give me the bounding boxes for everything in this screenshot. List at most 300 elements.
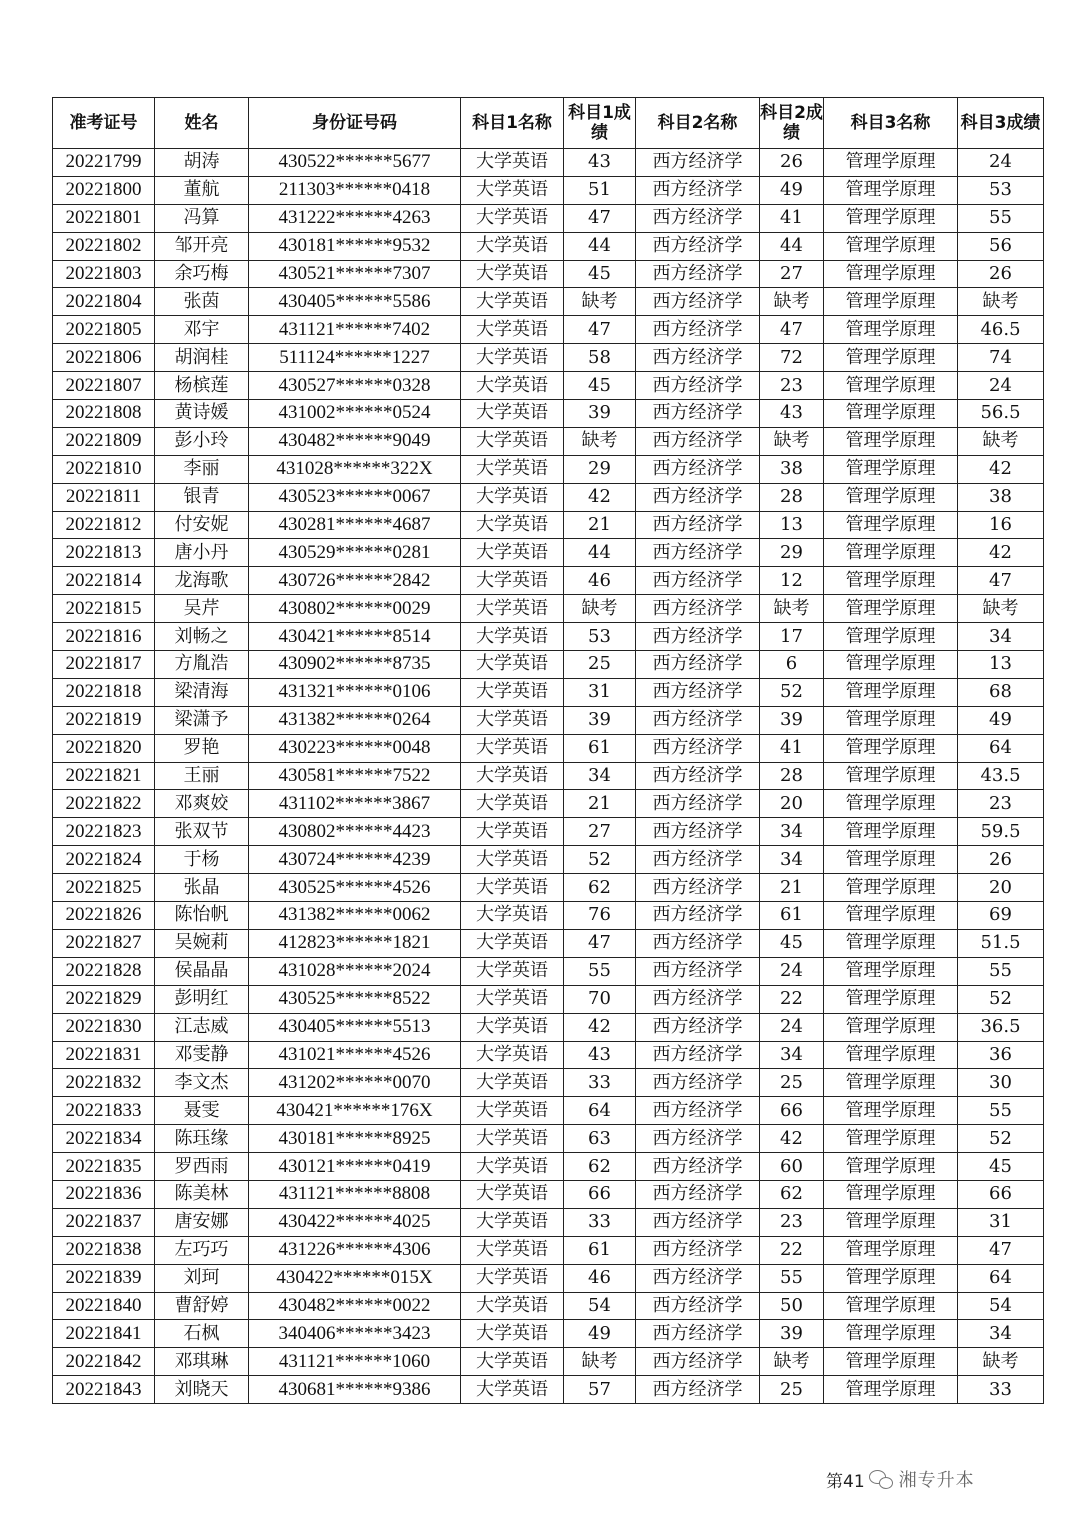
cell-subject2-name: 西方经济学 [636, 1376, 760, 1404]
cell-subject1-score: 70 [564, 985, 636, 1013]
cell-exam-id: 20221826 [53, 902, 155, 930]
cell-subject2-name: 西方经济学 [636, 260, 760, 288]
cell-name: 唐安娜 [155, 1208, 249, 1236]
cell-subject1-name: 大学英语 [461, 1292, 564, 1320]
cell-subject1-name: 大学英语 [461, 790, 564, 818]
cell-name: 侯晶晶 [155, 957, 249, 985]
cell-subject2-name: 西方经济学 [636, 288, 760, 316]
cell-subject1-score: 21 [564, 511, 636, 539]
cell-subject1-name: 大学英语 [461, 344, 564, 372]
cell-exam-id: 20221803 [53, 260, 155, 288]
cell-subject3-score: 31 [958, 1208, 1044, 1236]
table-row [53, 344, 1044, 372]
cell-subject2-score: 23 [760, 372, 824, 400]
cell-subject2-name: 西方经济学 [636, 595, 760, 623]
cell-subject2-score: 72 [760, 344, 824, 372]
cell-exam-id: 20221807 [53, 372, 155, 400]
header-name: 姓名 [155, 98, 249, 149]
cell-subject2-name: 西方经济学 [636, 790, 760, 818]
cell-subject3-score: 74 [958, 344, 1044, 372]
cell-id-number: 431382******0062 [249, 902, 461, 930]
cell-subject3-name: 管理学原理 [824, 902, 958, 930]
cell-name: 陈珏缘 [155, 1125, 249, 1153]
cell-subject2-name: 西方经济学 [636, 344, 760, 372]
cell-subject1-name: 大学英语 [461, 1013, 564, 1041]
cell-exam-id: 20221827 [53, 929, 155, 957]
cell-subject3-score: 46.5 [958, 316, 1044, 344]
cell-subject3-name: 管理学原理 [824, 372, 958, 400]
cell-id-number: 430726******2842 [249, 567, 461, 595]
table-row [53, 623, 1044, 651]
cell-subject2-score: 34 [760, 1041, 824, 1069]
cell-subject2-score: 24 [760, 1013, 824, 1041]
cell-id-number: 340406******3423 [249, 1320, 461, 1348]
cell-subject1-name: 大学英语 [461, 204, 564, 232]
cell-subject1-name: 大学英语 [461, 567, 564, 595]
cell-name: 吴芹 [155, 595, 249, 623]
cell-subject3-score: 64 [958, 734, 1044, 762]
cell-id-number: 430482******9049 [249, 427, 461, 455]
cell-exam-id: 20221814 [53, 567, 155, 595]
cell-subject2-name: 西方经济学 [636, 985, 760, 1013]
cell-subject3-score: 24 [958, 149, 1044, 177]
cell-exam-id: 20221832 [53, 1069, 155, 1097]
cell-subject2-score: 66 [760, 1097, 824, 1125]
cell-exam-id: 20221817 [53, 651, 155, 679]
cell-name: 梁潇予 [155, 706, 249, 734]
table-row [53, 929, 1044, 957]
cell-id-number: 430525******8522 [249, 985, 461, 1013]
cell-subject2-score: 60 [760, 1153, 824, 1181]
cell-subject1-score: 62 [564, 874, 636, 902]
cell-subject1-name: 大学英语 [461, 1153, 564, 1181]
cell-exam-id: 20221838 [53, 1236, 155, 1264]
cell-id-number: 431121******7402 [249, 316, 461, 344]
table-row [53, 874, 1044, 902]
cell-subject1-name: 大学英语 [461, 1236, 564, 1264]
cell-exam-id: 20221801 [53, 204, 155, 232]
cell-subject2-name: 西方经济学 [636, 1292, 760, 1320]
cell-exam-id: 20221819 [53, 706, 155, 734]
cell-subject1-score: 33 [564, 1208, 636, 1236]
cell-name: 冯算 [155, 204, 249, 232]
cell-subject3-score: 36.5 [958, 1013, 1044, 1041]
cell-exam-id: 20221841 [53, 1320, 155, 1348]
cell-subject3-name: 管理学原理 [824, 149, 958, 177]
cell-exam-id: 20221840 [53, 1292, 155, 1320]
cell-exam-id: 20221833 [53, 1097, 155, 1125]
cell-subject3-score: 52 [958, 1125, 1044, 1153]
cell-subject2-name: 西方经济学 [636, 1125, 760, 1153]
cell-subject2-name: 西方经济学 [636, 567, 760, 595]
cell-subject1-name: 大学英语 [461, 176, 564, 204]
cell-subject3-score: 55 [958, 957, 1044, 985]
cell-name: 胡润桂 [155, 344, 249, 372]
cell-subject1-score: 29 [564, 455, 636, 483]
cell-subject1-score: 44 [564, 232, 636, 260]
cell-name: 唐小丹 [155, 539, 249, 567]
cell-id-number: 430421******176X [249, 1097, 461, 1125]
cell-name: 刘晓天 [155, 1376, 249, 1404]
cell-id-number: 430724******4239 [249, 846, 461, 874]
cell-subject1-score: 51 [564, 176, 636, 204]
cell-id-number: 431002******0524 [249, 400, 461, 428]
cell-subject1-score: 64 [564, 1097, 636, 1125]
cell-name: 胡涛 [155, 149, 249, 177]
cell-subject3-name: 管理学原理 [824, 651, 958, 679]
cell-id-number: 431382******0264 [249, 706, 461, 734]
table-row [53, 1180, 1044, 1208]
cell-subject3-name: 管理学原理 [824, 1208, 958, 1236]
cell-subject3-score: 26 [958, 260, 1044, 288]
cell-subject3-name: 管理学原理 [824, 427, 958, 455]
cell-subject1-name: 大学英语 [461, 316, 564, 344]
cell-subject2-score: 21 [760, 874, 824, 902]
table-row [53, 483, 1044, 511]
cell-subject2-name: 西方经济学 [636, 204, 760, 232]
cell-exam-id: 20221834 [53, 1125, 155, 1153]
cell-exam-id: 20221811 [53, 483, 155, 511]
cell-exam-id: 20221842 [53, 1348, 155, 1376]
cell-name: 龙海歌 [155, 567, 249, 595]
cell-name: 聂雯 [155, 1097, 249, 1125]
cell-subject3-name: 管理学原理 [824, 1376, 958, 1404]
cell-subject1-name: 大学英语 [461, 874, 564, 902]
cell-exam-id: 20221837 [53, 1208, 155, 1236]
cell-id-number: 430802******4423 [249, 818, 461, 846]
cell-id-number: 431121******8808 [249, 1180, 461, 1208]
cell-id-number: 430405******5513 [249, 1013, 461, 1041]
cell-subject2-name: 西方经济学 [636, 1320, 760, 1348]
cell-subject2-score: 44 [760, 232, 824, 260]
table-row [53, 455, 1044, 483]
cell-subject1-name: 大学英语 [461, 400, 564, 428]
cell-subject2-name: 西方经济学 [636, 957, 760, 985]
table-row [53, 204, 1044, 232]
table-row [53, 316, 1044, 344]
cell-subject3-name: 管理学原理 [824, 344, 958, 372]
cell-subject3-name: 管理学原理 [824, 790, 958, 818]
cell-subject1-score: 25 [564, 651, 636, 679]
cell-exam-id: 20221816 [53, 623, 155, 651]
cell-exam-id: 20221812 [53, 511, 155, 539]
cell-subject1-name: 大学英语 [461, 902, 564, 930]
table-row [53, 957, 1044, 985]
cell-subject3-name: 管理学原理 [824, 539, 958, 567]
cell-subject3-name: 管理学原理 [824, 985, 958, 1013]
cell-subject3-score: 49 [958, 706, 1044, 734]
cell-subject2-name: 西方经济学 [636, 874, 760, 902]
cell-subject2-score: 缺考 [760, 595, 824, 623]
cell-subject2-name: 西方经济学 [636, 846, 760, 874]
cell-subject3-name: 管理学原理 [824, 1264, 958, 1292]
cell-name: 王丽 [155, 762, 249, 790]
cell-exam-id: 20221809 [53, 427, 155, 455]
cell-exam-id: 20221836 [53, 1180, 155, 1208]
table-row [53, 372, 1044, 400]
cell-name: 吴婉莉 [155, 929, 249, 957]
cell-subject1-score: 27 [564, 818, 636, 846]
cell-subject3-name: 管理学原理 [824, 1125, 958, 1153]
header-subject2-name: 科目2名称 [636, 98, 760, 149]
cell-subject2-score: 61 [760, 902, 824, 930]
cell-exam-id: 20221808 [53, 400, 155, 428]
cell-subject3-name: 管理学原理 [824, 567, 958, 595]
table-row [53, 1320, 1044, 1348]
header-subject1-score: 科目1成绩 [564, 98, 636, 149]
cell-subject2-score: 45 [760, 929, 824, 957]
cell-exam-id: 20221815 [53, 595, 155, 623]
cell-subject2-name: 西方经济学 [636, 511, 760, 539]
cell-subject1-name: 大学英语 [461, 1069, 564, 1097]
cell-subject1-score: 62 [564, 1153, 636, 1181]
cell-name: 杨槟莲 [155, 372, 249, 400]
cell-subject1-score: 49 [564, 1320, 636, 1348]
header-subject1-name: 科目1名称 [461, 98, 564, 149]
cell-subject3-name: 管理学原理 [824, 1153, 958, 1181]
cell-exam-id: 20221802 [53, 232, 155, 260]
cell-subject1-name: 大学英语 [461, 427, 564, 455]
cell-subject1-name: 大学英语 [461, 288, 564, 316]
cell-id-number: 430281******4687 [249, 511, 461, 539]
cell-subject1-name: 大学英语 [461, 1041, 564, 1069]
cell-subject2-score: 缺考 [760, 427, 824, 455]
cell-subject3-name: 管理学原理 [824, 1348, 958, 1376]
cell-subject1-name: 大学英语 [461, 595, 564, 623]
cell-subject2-score: 41 [760, 204, 824, 232]
cell-subject1-score: 52 [564, 846, 636, 874]
cell-subject3-score: 43.5 [958, 762, 1044, 790]
cell-subject1-score: 39 [564, 400, 636, 428]
table-row [53, 1348, 1044, 1376]
cell-subject1-score: 34 [564, 762, 636, 790]
cell-subject2-name: 西方经济学 [636, 372, 760, 400]
cell-name: 彭小玲 [155, 427, 249, 455]
table-row [53, 790, 1044, 818]
header-row [53, 98, 1044, 149]
cell-name: 左巧巧 [155, 1236, 249, 1264]
cell-subject3-score: 56 [958, 232, 1044, 260]
cell-subject2-score: 43 [760, 400, 824, 428]
cell-subject3-name: 管理学原理 [824, 762, 958, 790]
cell-subject3-name: 管理学原理 [824, 511, 958, 539]
cell-subject1-name: 大学英语 [461, 1264, 564, 1292]
cell-name: 罗西雨 [155, 1153, 249, 1181]
cell-subject3-name: 管理学原理 [824, 400, 958, 428]
cell-subject3-name: 管理学原理 [824, 232, 958, 260]
cell-name: 江志威 [155, 1013, 249, 1041]
cell-exam-id: 20221806 [53, 344, 155, 372]
cell-subject1-score: 47 [564, 929, 636, 957]
table-row [53, 1236, 1044, 1264]
table-row [53, 1125, 1044, 1153]
cell-exam-id: 20221828 [53, 957, 155, 985]
cell-subject2-score: 34 [760, 818, 824, 846]
cell-subject3-name: 管理学原理 [824, 260, 958, 288]
cell-id-number: 430522******5677 [249, 149, 461, 177]
cell-subject3-name: 管理学原理 [824, 1013, 958, 1041]
cell-id-number: 511124******1227 [249, 344, 461, 372]
cell-subject3-score: 54 [958, 1292, 1044, 1320]
cell-subject3-score: 34 [958, 623, 1044, 651]
cell-exam-id: 20221822 [53, 790, 155, 818]
cell-exam-id: 20221823 [53, 818, 155, 846]
cell-id-number: 431121******1060 [249, 1348, 461, 1376]
cell-name: 李文杰 [155, 1069, 249, 1097]
cell-subject2-score: 20 [760, 790, 824, 818]
cell-subject1-score: 31 [564, 678, 636, 706]
cell-subject3-score: 30 [958, 1069, 1044, 1097]
header-exam-id: 准考证号 [53, 98, 155, 149]
cell-subject3-score: 52 [958, 985, 1044, 1013]
table-row [53, 762, 1044, 790]
cell-exam-id: 20221829 [53, 985, 155, 1013]
cell-subject1-score: 61 [564, 734, 636, 762]
cell-subject3-score: 42 [958, 539, 1044, 567]
cell-subject1-name: 大学英语 [461, 483, 564, 511]
cell-subject3-score: 55 [958, 1097, 1044, 1125]
cell-subject2-name: 西方经济学 [636, 232, 760, 260]
table-row [53, 539, 1044, 567]
cell-exam-id: 20221824 [53, 846, 155, 874]
cell-id-number: 431202******0070 [249, 1069, 461, 1097]
cell-subject2-score: 41 [760, 734, 824, 762]
cell-subject3-name: 管理学原理 [824, 1069, 958, 1097]
cell-name: 邓宇 [155, 316, 249, 344]
table-row [53, 1292, 1044, 1320]
cell-subject3-score: 69 [958, 902, 1044, 930]
cell-subject3-name: 管理学原理 [824, 455, 958, 483]
cell-subject3-score: 33 [958, 1376, 1044, 1404]
cell-subject2-name: 西方经济学 [636, 706, 760, 734]
cell-subject2-name: 西方经济学 [636, 1236, 760, 1264]
cell-name: 银青 [155, 483, 249, 511]
cell-subject2-score: 39 [760, 1320, 824, 1348]
cell-subject1-name: 大学英语 [461, 985, 564, 1013]
score-table [52, 97, 1044, 1404]
cell-name: 方胤浩 [155, 651, 249, 679]
cell-subject2-name: 西方经济学 [636, 149, 760, 177]
cell-name: 邓雯静 [155, 1041, 249, 1069]
table-row [53, 149, 1044, 177]
cell-exam-id: 20221804 [53, 288, 155, 316]
cell-subject1-score: 61 [564, 1236, 636, 1264]
cell-id-number: 430527******0328 [249, 372, 461, 400]
cell-subject1-name: 大学英语 [461, 1376, 564, 1404]
watermark: 湘专升本 [898, 1470, 975, 1491]
cell-name: 陈怡帆 [155, 902, 249, 930]
cell-subject1-score: 54 [564, 1292, 636, 1320]
cell-subject3-score: 38 [958, 483, 1044, 511]
cell-subject1-name: 大学英语 [461, 846, 564, 874]
table-row [53, 595, 1044, 623]
cell-subject3-name: 管理学原理 [824, 1236, 958, 1264]
cell-subject3-name: 管理学原理 [824, 1320, 958, 1348]
cell-id-number: 431102******3867 [249, 790, 461, 818]
table-row [53, 706, 1044, 734]
table-row [53, 1264, 1044, 1292]
cell-subject1-score: 42 [564, 1013, 636, 1041]
cell-subject2-score: 38 [760, 455, 824, 483]
table-row [53, 902, 1044, 930]
cell-subject3-name: 管理学原理 [824, 734, 958, 762]
cell-name: 刘珂 [155, 1264, 249, 1292]
cell-subject1-score: 57 [564, 1376, 636, 1404]
cell-subject3-score: 16 [958, 511, 1044, 539]
cell-id-number: 430422******4025 [249, 1208, 461, 1236]
table-row [53, 734, 1044, 762]
cell-subject3-score: 64 [958, 1264, 1044, 1292]
cell-name: 董航 [155, 176, 249, 204]
cell-subject1-score: 46 [564, 567, 636, 595]
cell-subject2-score: 25 [760, 1376, 824, 1404]
cell-exam-id: 20221825 [53, 874, 155, 902]
cell-subject1-score: 46 [564, 1264, 636, 1292]
cell-subject2-name: 西方经济学 [636, 762, 760, 790]
cell-id-number: 431028******322X [249, 455, 461, 483]
cell-subject1-name: 大学英语 [461, 149, 564, 177]
cell-name: 张晶 [155, 874, 249, 902]
cell-exam-id: 20221821 [53, 762, 155, 790]
cell-name: 黄诗媛 [155, 400, 249, 428]
cell-subject2-score: 34 [760, 846, 824, 874]
cell-subject3-score: 66 [958, 1180, 1044, 1208]
cell-name: 曹舒婷 [155, 1292, 249, 1320]
cell-subject2-name: 西方经济学 [636, 1208, 760, 1236]
cell-subject2-score: 39 [760, 706, 824, 734]
cell-subject1-name: 大学英语 [461, 1320, 564, 1348]
cell-id-number: 430529******0281 [249, 539, 461, 567]
cell-subject1-name: 大学英语 [461, 372, 564, 400]
cell-name: 石枫 [155, 1320, 249, 1348]
cell-exam-id: 20221805 [53, 316, 155, 344]
cell-subject3-name: 管理学原理 [824, 204, 958, 232]
cell-subject2-name: 西方经济学 [636, 455, 760, 483]
cell-name: 彭明红 [155, 985, 249, 1013]
cell-subject3-name: 管理学原理 [824, 483, 958, 511]
cell-subject2-name: 西方经济学 [636, 1348, 760, 1376]
cell-exam-id: 20221799 [53, 149, 155, 177]
cell-id-number: 431222******4263 [249, 204, 461, 232]
cell-subject3-name: 管理学原理 [824, 1097, 958, 1125]
cell-subject3-name: 管理学原理 [824, 288, 958, 316]
cell-subject3-score: 55 [958, 204, 1044, 232]
cell-subject3-score: 68 [958, 678, 1044, 706]
cell-subject1-score: 43 [564, 1041, 636, 1069]
cell-subject1-score: 44 [564, 539, 636, 567]
cell-id-number: 430581******7522 [249, 762, 461, 790]
cell-subject2-score: 29 [760, 539, 824, 567]
cell-subject3-name: 管理学原理 [824, 1041, 958, 1069]
cell-subject3-score: 47 [958, 567, 1044, 595]
cell-id-number: 430482******0022 [249, 1292, 461, 1320]
cell-subject2-score: 62 [760, 1180, 824, 1208]
table-row [53, 1097, 1044, 1125]
cell-id-number: 430422******015X [249, 1264, 461, 1292]
cell-id-number: 430802******0029 [249, 595, 461, 623]
table-row [53, 511, 1044, 539]
cell-subject3-name: 管理学原理 [824, 1180, 958, 1208]
cell-subject3-score: 23 [958, 790, 1044, 818]
cell-subject1-score: 缺考 [564, 595, 636, 623]
cell-subject1-name: 大学英语 [461, 539, 564, 567]
cell-subject3-score: 51.5 [958, 929, 1044, 957]
cell-exam-id: 20221839 [53, 1264, 155, 1292]
cell-subject3-score: 47 [958, 1236, 1044, 1264]
cell-subject3-name: 管理学原理 [824, 176, 958, 204]
cell-subject2-name: 西方经济学 [636, 316, 760, 344]
cell-subject1-name: 大学英语 [461, 1125, 564, 1153]
